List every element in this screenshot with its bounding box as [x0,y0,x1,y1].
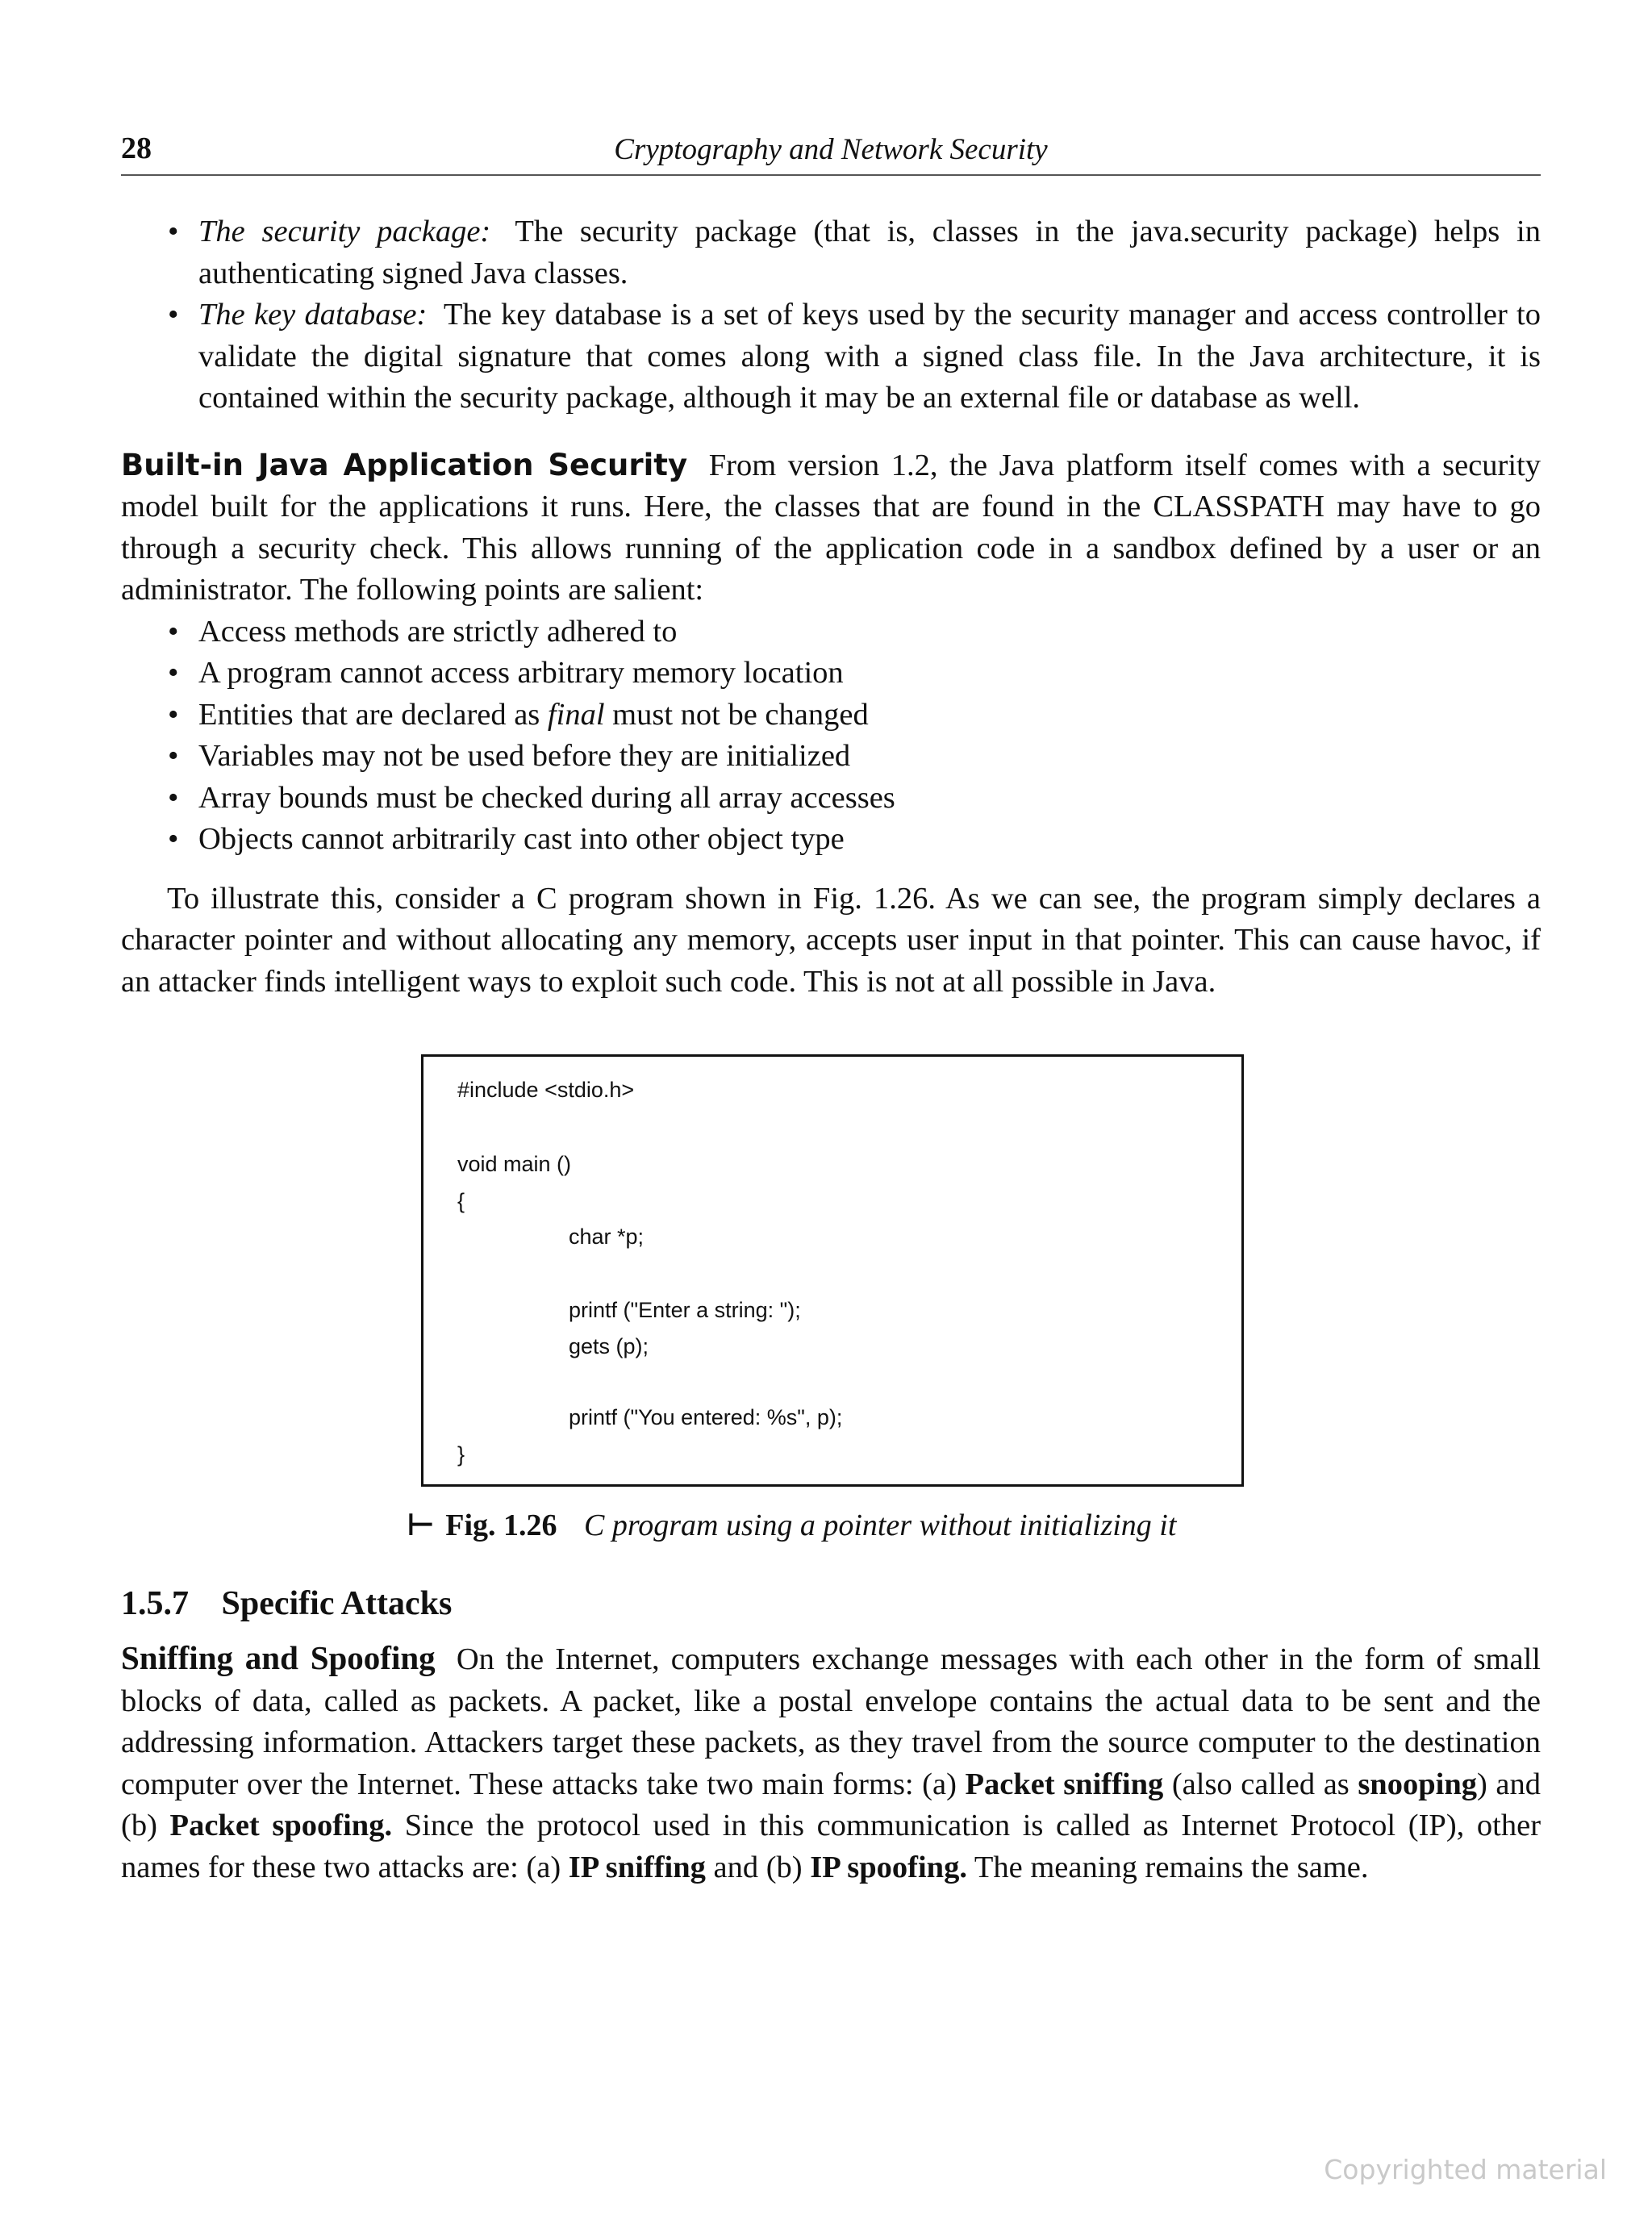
list-item [121,819,1541,861]
running-title: Cryptography and Network Security [614,133,1048,166]
keyword: Packet sniffing [965,1767,1164,1801]
keyword: IP sniffing [568,1850,706,1884]
illustration-paragraph: To illustrate this, consider a C program shown in Fig. 1.26. As we can see, the program simply declares a character pointer and without allocating any memory, accepts user input in that pointer. This can cause havoc, if an attacker finds intelligent ways to exploit such code. This is not at all possible in Java. [121,881,1541,999]
builtin-text: From version 1.2, the Java platform itself comes with a security model built for the applications it runs. Here, the classes that are found in the CLASSPATH may have to go through a security check. This allows running of the application code in a sandbox defined by a user or an administrator. The following points are salient: [121,448,1541,607]
builtin-paragraph [121,444,1541,611]
code-line: { [457,1189,465,1213]
code-line: printf ("Enter a string: "); [569,1298,801,1322]
sniffing-text: Since the protocol used in this communication is called as Internet Protocol (IP), other names for these two attacks are: (a) [121,1809,1541,1884]
figure-marker-icon: ⊢ [407,1507,435,1542]
page-body [121,211,1541,1888]
point-text-after: must not be changed [604,697,869,732]
bullet-icon: • [168,739,179,773]
code-line: char *p; [569,1225,645,1249]
sniffing-text: On the Internet, computers exchange messages with each other in the form of small blocks of data, called as packets. A packet, like a postal envelope contains the actual data to be sent and the addressing information. Attackers target these packets, as they travel from the source computer to the destination computer over the Internet. These attacks take two main forms: (a) [121,1642,1541,1801]
figure-caption [407,1504,1541,1546]
salient-points-list [121,611,1541,861]
sniffing-heading: Sniffing and Spoofing [121,1639,436,1676]
list-item [121,736,1541,778]
list-item [121,294,1541,419]
list-item [121,211,1541,294]
point-text-before: Entities that are declared as [198,697,548,732]
figure-caption-text: C program using a pointer without initializing it [584,1508,1177,1542]
bullet-icon: • [168,215,179,248]
point-text: Array bounds must be checked during all array accesses [198,780,895,815]
code-line: gets (p); [569,1334,649,1358]
code-line: printf ("You entered: %s", p); [569,1405,843,1429]
code-line: } [457,1442,465,1467]
builtin-heading: Built-in Java Application Security [121,447,688,482]
component-text: The key database is a set of keys used by the security manager and access controller to validate the digital signature that comes along with a signed class file. In the Java architecture, it is contained within the security package, although it may be an external file or database as well. [198,298,1541,415]
sniffing-paragraph [121,1638,1541,1888]
point-emphasis: final [547,697,605,732]
page-header [121,121,1541,176]
bullet-icon: • [168,298,179,332]
point-text: Access methods are strictly adhered to [198,614,678,649]
component-term: The key database: [198,298,428,332]
section-title: Specific Attacks [221,1585,453,1622]
keyword: IP spoofing. [810,1850,967,1884]
sniffing-text: and (b) [705,1850,811,1884]
list-item [121,653,1541,695]
bullet-icon: • [168,697,179,732]
bullet-icon: • [168,656,179,690]
bullet-icon: • [168,614,179,649]
bullet-icon: • [168,780,179,815]
copyright-watermark: Copyrighted material [1324,2154,1607,2185]
section-heading [121,1581,1541,1626]
list-item [121,695,1541,736]
keyword: Packet spoofing. [169,1809,393,1842]
component-text: The security package (that is, classes in the java.security package) helps in authenticating signed Java classes. [198,215,1541,290]
code-line: #include <stdio.h> [457,1078,635,1102]
point-text: Objects cannot arbitrarily cast into other object type [198,822,845,856]
point-text: A program cannot access arbitrary memory location [198,656,844,690]
figure-label: Fig. 1.26 [445,1508,557,1542]
point-text: Variables may not be used before they are initialized [198,739,851,773]
sniffing-text: (also called as [1163,1767,1358,1801]
keyword: snooping [1358,1767,1477,1801]
page-number: 28 [121,131,152,165]
code-listing [421,1054,1244,1487]
component-list [121,211,1541,419]
code-line: void main () [457,1152,572,1176]
component-term: The security package: [198,215,491,248]
section-number: 1.5.7 [121,1585,189,1622]
bullet-icon: • [168,822,179,856]
list-item [121,611,1541,653]
list-item [121,778,1541,820]
sniffing-text: ) and (b) [121,1767,1541,1842]
sniffing-text: The meaning remains the same. [966,1850,1369,1884]
